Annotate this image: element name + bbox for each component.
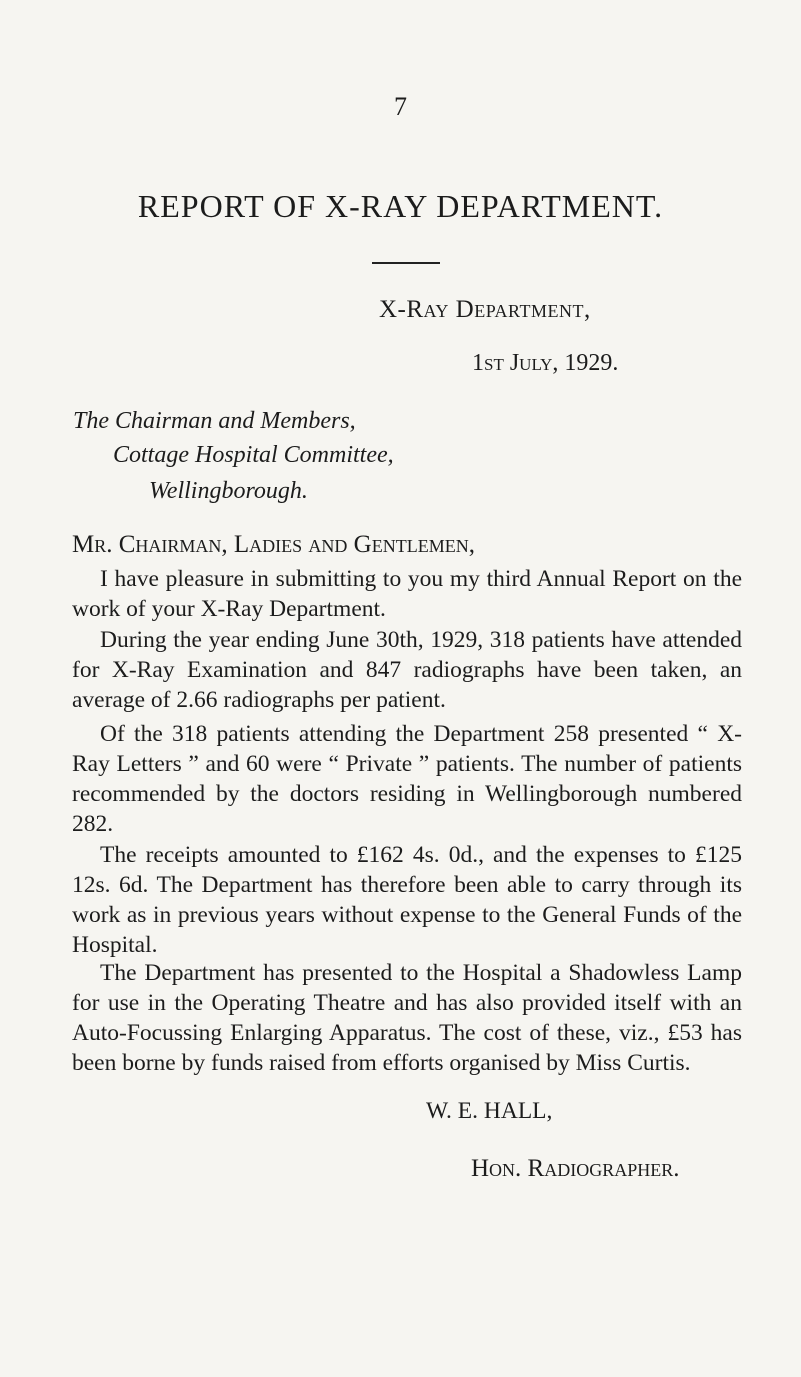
paragraph-intro: I have pleasure in submitting to you my third Annual Report on the work of your X-Ray Department. [72,566,742,622]
signature-name: W. E. HALL, [426,1098,553,1124]
addressee-line-1: The Chairman and Members, [73,408,356,434]
letterhead-department: X-Ray Department, [379,296,591,323]
title-divider [372,262,440,264]
paragraph-statistics: During the year ending June 30th, 1929, 318 patients have attended for X-Ray Examination and 847 radiographs have been taken, an average of 2.66 radiographs per patient. [72,627,742,713]
paragraph-finances: The receipts amounted to £162 4s. 0d., and the expenses to £125 12s. 6d. The Department has therefore been able to carry through its work as in previous years without expense to the General Funds of the Hospital. [72,842,742,958]
paragraph-equipment: The Department has presented to the Hospital a Shadowless Lamp for use in the Operating Theatre and has also provided itself with an Auto-Focussing Enlarging Apparatus. The cost of these, viz., £53 has been borne by funds raised from efforts organised by Miss Curtis. [72,960,742,1076]
salutation: Mr. Chairman, Ladies and Gentlemen, [72,531,475,558]
addressee-line-2: Cottage Hospital Committee, [113,442,394,468]
paragraph-patients: Of the 318 patients attending the Department 258 presented “ X-Ray Letters ” and 60 were “ Private ” patients. The number of patients recommended by the doctors residing in Wellingborough numbered 282. [72,721,742,837]
signature-title: Hon. Radiographer. [471,1155,680,1182]
page-number: 7 [394,92,407,121]
addressee-line-3: Wellingborough. [149,478,308,504]
report-title: REPORT OF X-RAY DEPARTMENT. [137,188,664,224]
letter-date: 1st July, 1929. [472,350,619,376]
